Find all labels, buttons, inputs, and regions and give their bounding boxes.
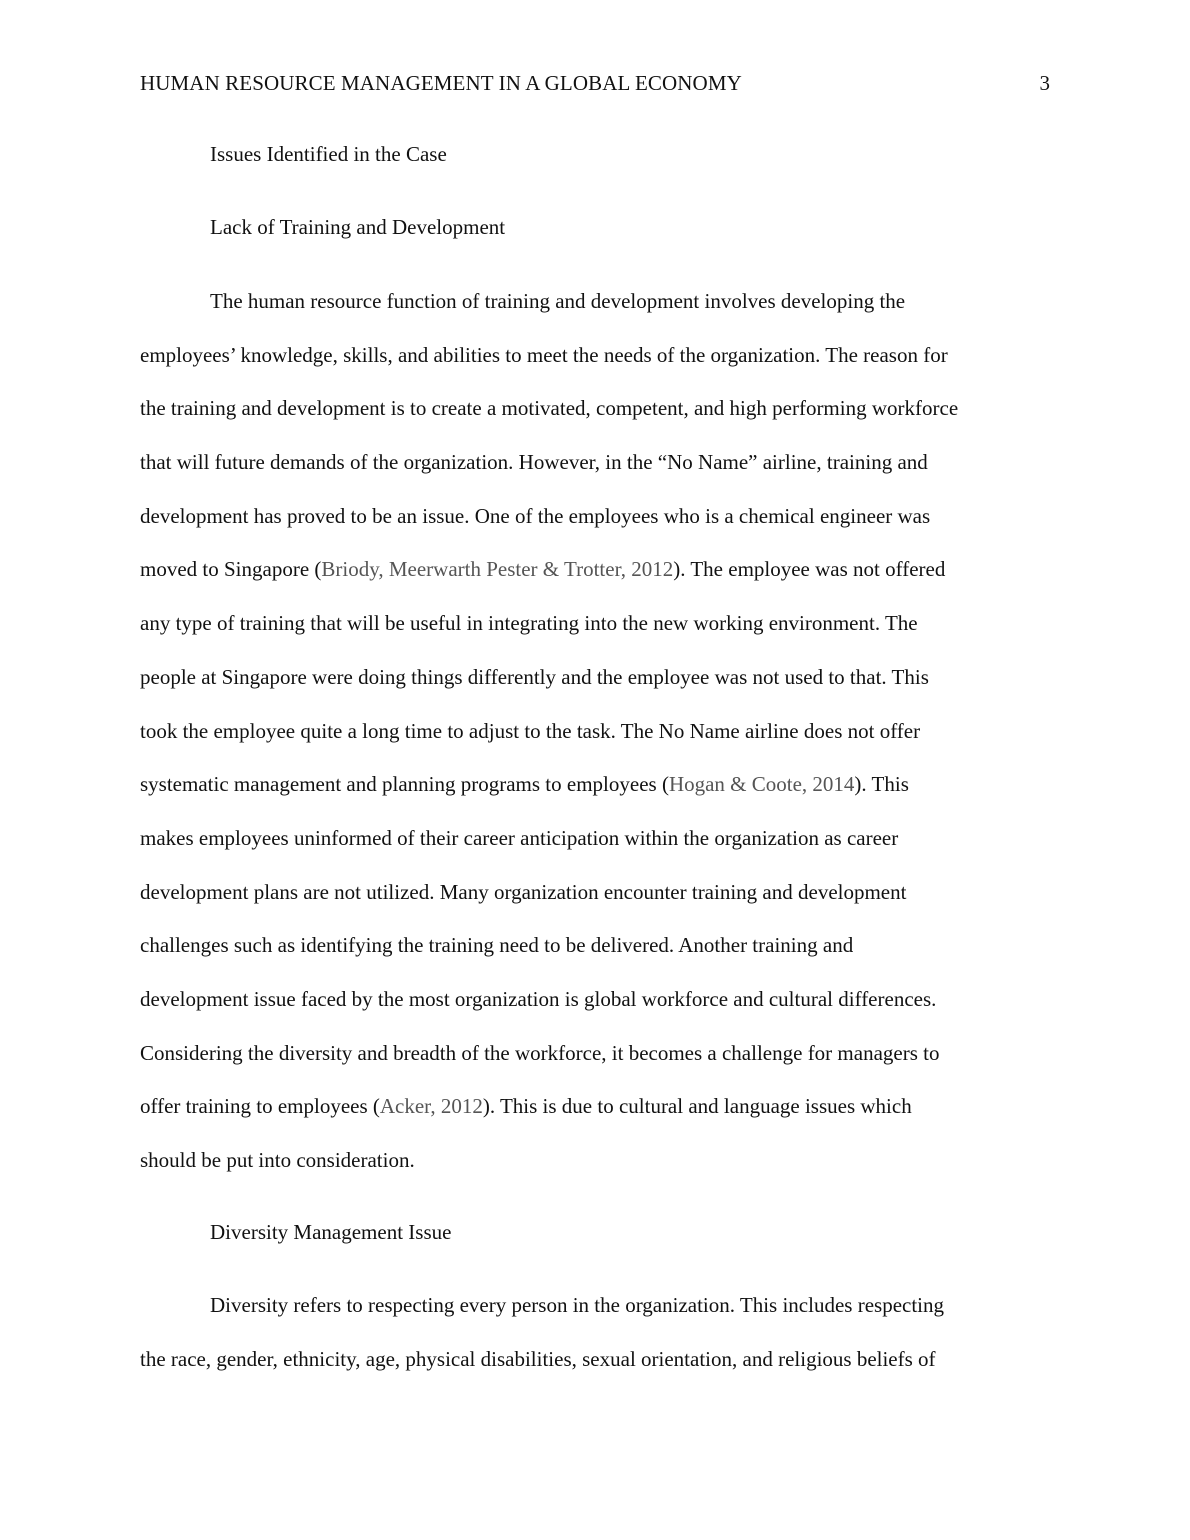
text-line: people at Singapore were doing things differently and the employee was not used to that. This [140, 664, 929, 689]
citation: Hogan & Coote, 2014 [668, 772, 855, 797]
text-segment: offer training to employees ( [140, 1094, 380, 1119]
text-line: that will future demands of the organization. However, in the “No Name” airline, training and [140, 450, 928, 475]
page-number: 3 [1039, 71, 1050, 95]
paragraph-training [140, 288, 1052, 1201]
text-line: challenges such as identifying the training need to be delivered. Another training and [140, 933, 854, 958]
text-line: development issue faced by the most organization is global workforce and cultural differences. [140, 986, 937, 1011]
text-line: The human resource function of training and development involves developing the [210, 289, 906, 313]
text-segment: ). This is due to cultural and language issues which [482, 1094, 912, 1119]
text-line: development has proved to be an issue. One of the employees who is a chemical engineer was [140, 503, 931, 528]
text-line: employees’ knowledge, skills, and abilities to meet the needs of the organization. The reason for [140, 342, 948, 367]
citation: Briody, Meerwarth Pester & Trotter, 2012 [321, 557, 674, 582]
citation: Acker, 2012 [379, 1094, 483, 1119]
text-line: makes employees uninformed of their career anticipation within the organization as career [140, 825, 899, 850]
text-line: the race, gender, ethnicity, age, physical disabilities, sexual orientation, and religious beliefs of [140, 1346, 936, 1371]
text-line: should be put into consideration. [140, 1148, 415, 1172]
text-segment: moved to Singapore ( [140, 557, 322, 582]
text-line: the training and development is to create a motivated, competent, and high performing workforce [140, 396, 959, 421]
text-line: Diversity refers to respecting every person in the organization. This includes respecting [210, 1293, 945, 1317]
text-segment: systematic management and planning programs to employees ( [140, 772, 669, 797]
text-line [140, 771, 1052, 825]
running-head: HUMAN RESOURCE MANAGEMENT IN A GLOBAL ECONOMY [140, 71, 742, 95]
heading-issues: Issues Identified in the Case [210, 142, 447, 166]
paragraph-diversity [140, 1292, 1052, 1399]
text-line: Considering the diversity and breadth of the workforce, it becomes a challenge for managers to [140, 1040, 940, 1065]
text-line: any type of training that will be useful in integrating into the new working environment. The [140, 611, 918, 636]
heading-training: Lack of Training and Development [210, 215, 506, 239]
text-line: took the employee quite a long time to adjust to the task. The No Name airline does not offer [140, 718, 921, 743]
text-line [140, 1093, 1052, 1147]
text-line [140, 556, 1052, 610]
text-line: development plans are not utilized. Many organization encounter training and development [140, 879, 907, 904]
text-segment: ). This [854, 772, 909, 797]
heading-diversity: Diversity Management Issue [210, 1220, 452, 1244]
text-segment: ). The employee was not offered [673, 557, 946, 582]
